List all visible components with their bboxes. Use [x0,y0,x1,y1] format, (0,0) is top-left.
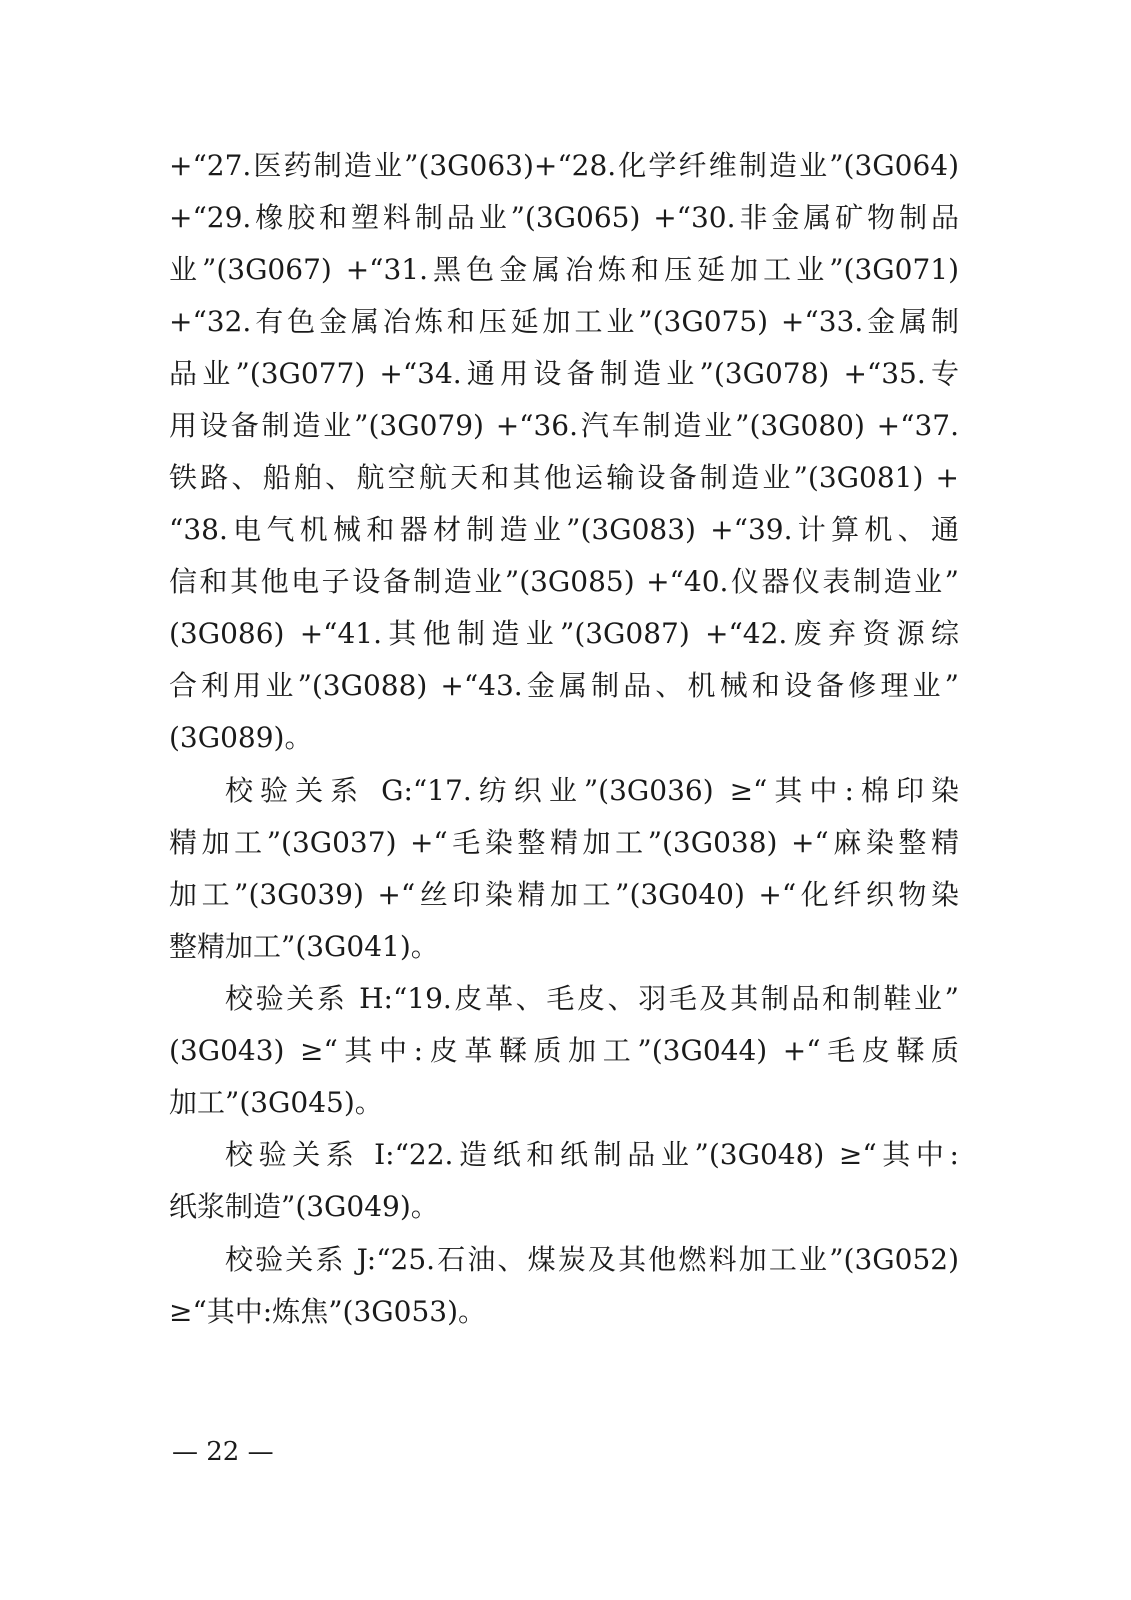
text-line: +“27.医药制造业”(3G063)+“28.化学纤维制造业”(3G064) [169,149,959,182]
paragraph-first-line: 校验关系 I:“22.造纸和纸制品业”(3G048) ≥“其中: [225,1138,959,1171]
text-line: 业”(3G067) +“31.黑色金属冶炼和压延加工业”(3G071) [169,253,959,286]
text-line: (3G086) +“41.其他制造业”(3G087) +“42.废弃资源综 [169,617,959,650]
text-line: 整精加工”(3G041)。 [169,930,439,963]
page-number: — 22 — [172,1437,274,1467]
text-line: 品业”(3G077) +“34.通用设备制造业”(3G078) +“35.专 [169,357,959,390]
paragraph-first-line: 校验关系 J:“25.石油、煤炭及其他燃料加工业”(3G052) [225,1243,959,1276]
paragraph-first-line: 校验关系 H:“19.皮革、毛皮、羽毛及其制品和制鞋业” [225,982,959,1015]
text-line: (3G089)。 [169,721,313,754]
text-line: 纸浆制造”(3G049)。 [169,1190,439,1223]
text-line: ≥“其中:炼焦”(3G053)。 [169,1295,486,1328]
text-line: 精加工”(3G037) +“毛染整精加工”(3G038) +“麻染整精 [169,826,959,859]
text-line: 合利用业”(3G088) +“43.金属制品、机械和设备修理业” [169,669,959,702]
paragraph-first-line: 校验关系 G:“17.纺织业”(3G036) ≥“其中:棉印染 [225,774,959,807]
text-line: (3G043) ≥“其中:皮革鞣质加工”(3G044) +“毛皮鞣质 [169,1034,959,1067]
text-line: 信和其他电子设备制造业”(3G085) +“40.仪器仪表制造业” [169,565,959,598]
text-line: 用设备制造业”(3G079) +“36.汽车制造业”(3G080) +“37. [169,409,959,442]
text-line: +“32.有色金属冶炼和压延加工业”(3G075) +“33.金属制 [169,305,959,338]
text-line: +“29.橡胶和塑料制品业”(3G065) +“30.非金属矿物制品 [169,201,959,234]
text-line: 加工”(3G039) +“丝印染精加工”(3G040) +“化纤织物染 [169,878,959,911]
text-line: 铁路、船舶、航空航天和其他运输设备制造业”(3G081) + [169,461,959,494]
text-line: 加工”(3G045)。 [169,1086,383,1119]
text-line: “38.电气机械和器材制造业”(3G083) +“39.计算机、通 [169,513,959,546]
